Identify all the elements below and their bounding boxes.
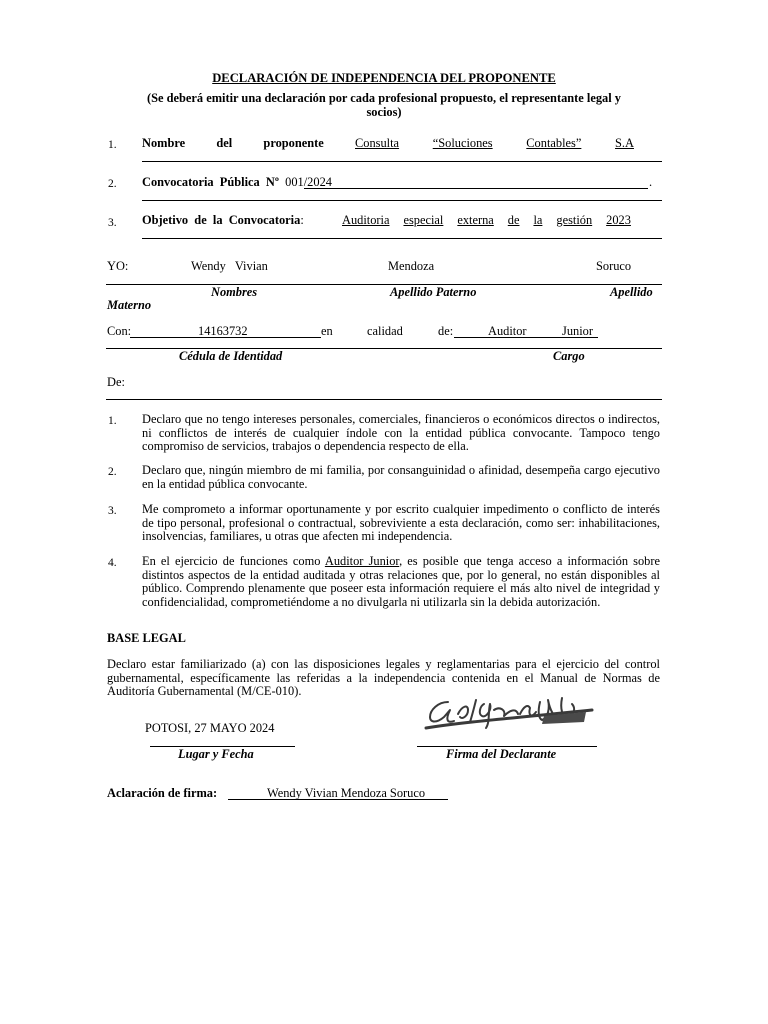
document-title: DECLARACIÓN DE INDEPENDENCIA DEL PROPONENTE <box>212 71 556 85</box>
proponent-word: S.A <box>615 136 634 150</box>
item-3-label: Objetivo de la Convocatoria <box>142 213 301 227</box>
yo-line <box>106 284 662 285</box>
item-2-number: 2. <box>108 178 117 190</box>
proponent-word: Consulta <box>355 136 400 150</box>
declaration-4-number: 4. <box>108 557 117 569</box>
de-line <box>106 399 662 400</box>
item-1-continuation-line <box>142 161 662 162</box>
yo-label: YO: <box>107 259 129 273</box>
objective-word: la <box>533 213 543 227</box>
document-subtitle <box>108 92 660 120</box>
item-1-label-w1: Nombre <box>142 136 186 150</box>
caption-apellido-paterno: Apellido Paterno <box>390 285 477 299</box>
declaration-2-text: Declaro que, ningún miembro de mi familia, por consanguinidad o afinidad, desempeña cargo ejecutivo en la entidad pública convocante. <box>142 463 660 491</box>
objective-word: de <box>507 213 520 227</box>
item-1-label-w2: del <box>216 136 233 150</box>
declaration-2-number: 2. <box>108 466 117 478</box>
objective-word: especial <box>403 213 444 227</box>
declaration-1-number: 1. <box>108 415 117 427</box>
item-2-continuation-line <box>142 200 662 201</box>
subtitle-line-2: socios) <box>366 104 402 119</box>
caption-cargo: Cargo <box>553 349 585 363</box>
con-word-calidad: calidad <box>367 324 403 338</box>
item-1-row <box>142 137 634 151</box>
yo-maternal-surname: Soruco <box>596 259 632 273</box>
yo-first-names: Wendy Vivian <box>191 259 268 273</box>
objective-word: 2023 <box>606 213 631 227</box>
proponent-word: “Soluciones <box>432 136 493 150</box>
caption-cedula: Cédula de Identidad <box>179 349 283 363</box>
declaration-1-text: Declaro que no tengo intereses personales, comerciales, financieros o económicos directos o indirectos, ni conflictos de interés de cualquier índole con la entidad pública convocante. Tampoco tengo compromiso de servicios, trabajos o dependencia respecto de ella. <box>142 412 660 454</box>
objective-word: externa <box>457 213 494 227</box>
convocatoria-number-value: 001/2024 <box>285 175 332 189</box>
cargo-value-word-1: Auditor <box>488 324 527 338</box>
caption-firma-declarante: Firma del Declarante <box>446 747 557 761</box>
base-legal-text: Declaro estar familiarizado (a) con las disposiciones legales y reglamentarias para el ejercicio del control gubernamental, específicamente las referidas a la independencia contenida en el Manual de Normas de Auditoría Gubernamental (M/CE-010). <box>107 657 660 699</box>
item-3-colon: : <box>300 213 304 227</box>
de-label: De: <box>107 375 125 389</box>
declaration-4-text-before: En el ejercicio de funciones como <box>142 554 325 568</box>
caption-apellido-materno-1: Apellido <box>610 285 653 299</box>
handwritten-signature <box>424 688 594 736</box>
item-2-label: Convocatoria Pública Nº <box>142 175 279 189</box>
item-1-label-w3: proponente <box>263 136 324 150</box>
item-2-value-underline <box>304 188 648 189</box>
clarification-label: Aclaración de firma: <box>107 786 218 800</box>
yo-paternal-surname: Mendoza <box>388 259 435 273</box>
clarification-value: Wendy Vivian Mendoza Soruco <box>267 786 426 800</box>
base-legal-heading: BASE LEGAL <box>107 631 186 645</box>
declaration-4-text-after: , es posible que tenga acceso a información sobre distintos aspectos de la entidad auditada y otras relaciones que, por lo general, no están disponibles al público. Comprendo plenamente que poseer esta información requiere el más alto nivel de integridad y confidencialidad, comprometiéndome a no divulgarla ni utilizarla sin la debida autorización. <box>142 554 661 609</box>
con-word-de: de: <box>438 324 454 338</box>
declaration-3-text: Me comprometo a informar oportunamente y por escrito cualquier impedimento o conflicto de interés de tipo personal, profesional o contractual, sobreviviente a esta declaración, como ser: inhabilitaciones, insolvencias, familiares, u otras que afecten mi independencia. <box>142 502 660 544</box>
cargo-value-word-2: Junior <box>562 324 593 338</box>
objective-word: gestión <box>556 213 593 227</box>
item-3-label-wrap <box>142 214 304 228</box>
item-1-number: 1. <box>108 139 117 151</box>
caption-apellido-materno-2: Materno <box>107 298 152 312</box>
item-3-number: 3. <box>108 217 117 229</box>
place-date-value: POTOSI, 27 MAYO 2024 <box>145 721 275 735</box>
ci-value: 14163732 <box>198 324 248 338</box>
objective-word: Auditoria <box>342 213 390 227</box>
item-2-suffix: . <box>649 175 653 189</box>
subtitle-line-1: (Se deberá emitir una declaración por cada profesional propuesto, el representante legal y <box>147 91 621 105</box>
declaration-4-text <box>142 555 660 610</box>
caption-nombres: Nombres <box>211 285 258 299</box>
con-label: Con: <box>107 324 132 338</box>
objective-value <box>342 214 631 228</box>
declaration-3-number: 3. <box>108 505 117 517</box>
con-word-en: en <box>321 324 333 338</box>
caption-lugar-fecha: Lugar y Fecha <box>178 747 254 761</box>
item-3-continuation-line <box>142 238 662 239</box>
declaration-4-role: Auditor Junior <box>324 554 400 568</box>
proponent-word: Contables” <box>526 136 582 150</box>
proponent-name-value <box>355 137 634 151</box>
